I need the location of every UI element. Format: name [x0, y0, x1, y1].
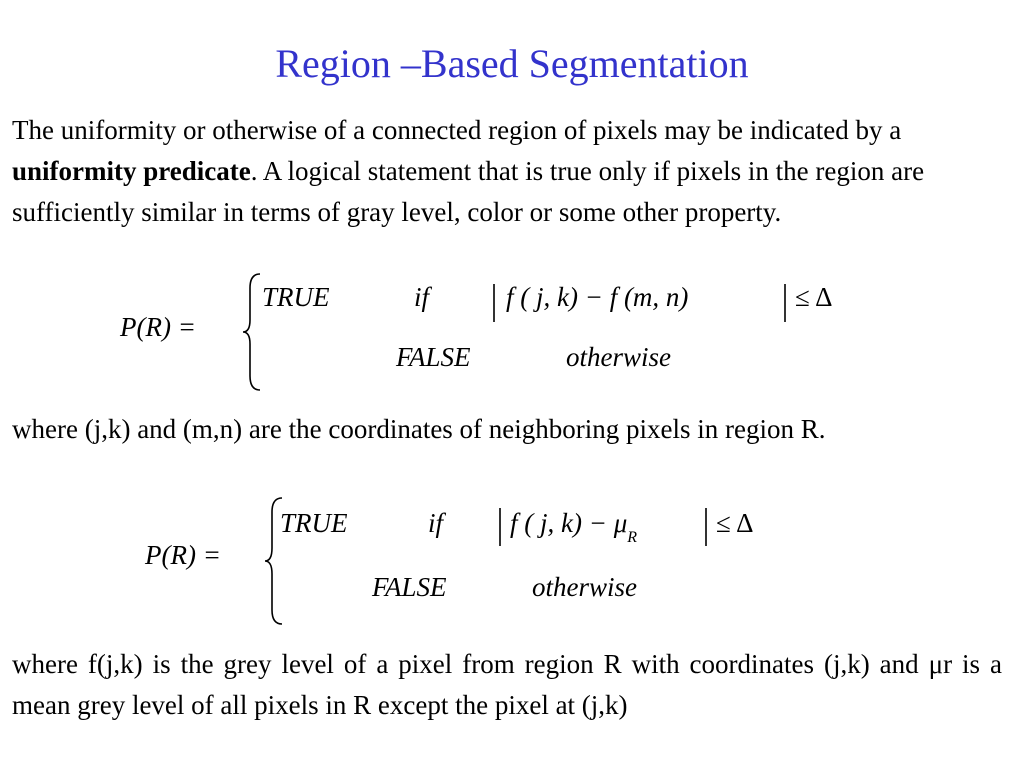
paragraph-text: . A logical statement that is true only if pixels in the region are sufficiently similar in terms of gray level, color or some other property. — [12, 156, 925, 227]
condition-expression — [510, 508, 638, 546]
if-keyword: if — [428, 508, 444, 538]
condition-text: f ( j, k) − μ — [510, 508, 628, 538]
mu-subscript: R — [627, 529, 638, 546]
otherwise-keyword: otherwise — [566, 342, 671, 372]
paragraph-text: The uniformity or otherwise of a connected region of pixels may be indicated by a — [12, 115, 902, 145]
abs-bar-right — [704, 508, 708, 546]
abs-bar-left — [498, 508, 502, 546]
otherwise-keyword: otherwise — [532, 572, 637, 602]
if-keyword: if — [414, 282, 430, 312]
relation: ≤ Δ — [716, 508, 754, 538]
condition-expression: f ( j, k) − f (m, n) — [506, 282, 689, 312]
case-true: TRUE — [262, 282, 330, 312]
left-brace — [240, 272, 264, 392]
case-false: FALSE — [396, 342, 471, 372]
abs-bar-right — [783, 284, 787, 322]
equation-lhs: P(R) = — [120, 312, 196, 342]
paragraph-neighbors: where (j,k) and (m,n) are the coordinates of neighboring pixels in region R. — [12, 414, 826, 444]
case-true: TRUE — [280, 508, 348, 538]
case-false: FALSE — [372, 572, 447, 602]
bold-term-uniformity-predicate: uniformity predicate — [12, 156, 251, 186]
paragraph-uniformity — [12, 110, 1002, 233]
relation: ≤ Δ — [795, 282, 833, 312]
slide-title: Region –Based Segmentation — [275, 41, 749, 86]
equation-lhs: P(R) = — [145, 540, 221, 570]
paragraph-mean-grey-level: where f(j,k) is the grey level of a pixel from region R with coordinates (j,k) and μr is a mean grey level of all pixels in R except the pixel at (j,k) — [12, 649, 1002, 720]
abs-bar-left — [492, 284, 496, 322]
